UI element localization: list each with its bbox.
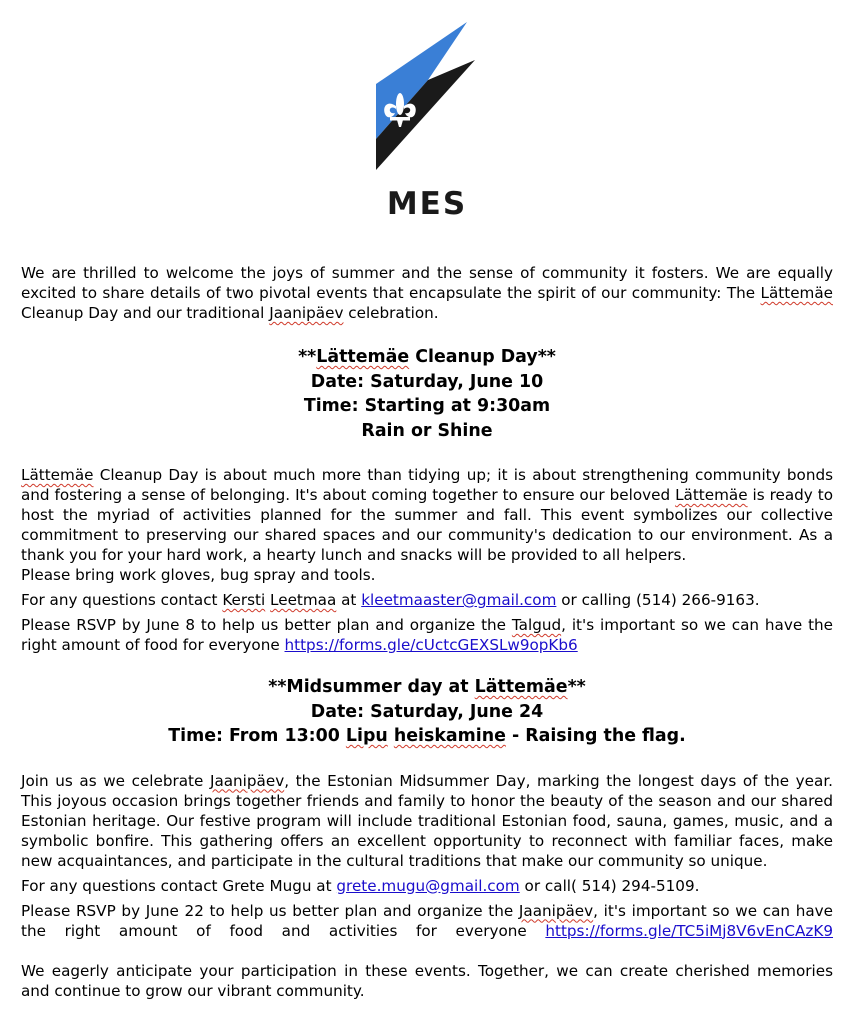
midsummer-time: Time: From 13:00 Lipu heiskamine - Raising the flag. — [168, 726, 686, 746]
cleanup-date: Date: Saturday, June 10 — [310, 371, 544, 392]
cleanup-weather-note: Rain or Shine — [361, 420, 493, 441]
midsummer-title: **Midsummer day at Lättemäe** — [268, 677, 586, 697]
midsummer-rsvp: Please RSVP by June 22 to help us better plan and organize the Jaanipäev, it's important so we can have the right amount of food and activities for everyone https://forms.gle/TC5iMj8V6vEnCAzK9 — [21, 901, 833, 940]
cleanup-rsvp: Please RSVP by June 8 to help us better plan and organize the Talgud, it's important so we can have the right amount of food for everyone https://forms.gle/cUctcGEXSLw9opKb6 — [21, 616, 833, 654]
cleanup-contact-email-link[interactable]: kleetmaaster@gmail.com — [361, 591, 557, 609]
midsummer-rsvp-form-link[interactable]: https://forms.gle/TC5iMj8V6vEnCAzK9 — [545, 921, 833, 940]
cleanup-rsvp-form-link[interactable]: https://forms.gle/cUctcGEXSLw9opKb6 — [284, 636, 578, 654]
closing-paragraph: We eagerly anticipate your participation in these events. Together, we can create cherished memories and continue to grow our vibrant community. — [21, 961, 833, 1000]
cleanup-time: Time: Starting at 9:30am — [303, 396, 551, 416]
midsummer-contact-email-link[interactable]: grete.mugu@gmail.com — [336, 876, 520, 895]
midsummer-heading — [21, 675, 833, 749]
cleanup-contact: For any questions contact Kersti Leetmaa at kleetmaaster@gmail.com or calling (514) 266-9163. — [21, 591, 760, 609]
newsletter-body — [21, 263, 833, 1001]
cleanup-heading — [21, 345, 833, 443]
intro-paragraph: We are thrilled to welcome the joys of summer and the sense of community it fosters. We are equally excited to share details of two pivotal events that encapsulate the spirit of our community: The Lättemäe Cleanup Day and our traditional Jaanipäev celebration. — [21, 264, 833, 322]
midsummer-date: Date: Saturday, June 24 — [310, 701, 544, 722]
mes-logo-icon — [370, 22, 480, 172]
cleanup-title: **Lättemäe Cleanup Day** — [298, 347, 556, 367]
midsummer-description: Join us as we celebrate Jaanipäev, the Estonian Midsummer Day, marking the longest days of the year. This joyous occasion brings together friends and family to honor the beauty of the season and our shared Estonian heritage. Our festive program will include traditional Estonian food, sauna, games, music, and a symbolic bonfire. This gathering offers an excellent opportunity to reconnect with familiar faces, make new acquaintances, and participate in the cultural traditions that make our community so unique. — [21, 771, 833, 870]
midsummer-contact: For any questions contact Grete Mugu at grete.mugu@gmail.com or call( 514) 294-5109. — [21, 876, 700, 895]
brand-name: MES — [386, 186, 468, 222]
cleanup-description: Lättemäe Cleanup Day is about much more than tidying up; it is about strengthening community bonds and fostering a sense of belonging. It's about coming together to ensure our beloved Lättemäe is ready to host the myriad of activities planned for the summer and fall. This event symbolizes our collective commitment to preserving our shared spaces and our community's dedication to our environment. As a thank you for your hard work, a hearty lunch and snacks will be provided to all helpers. — [21, 466, 833, 564]
cleanup-bring-note: Please bring work gloves, bug spray and tools. — [21, 566, 376, 584]
